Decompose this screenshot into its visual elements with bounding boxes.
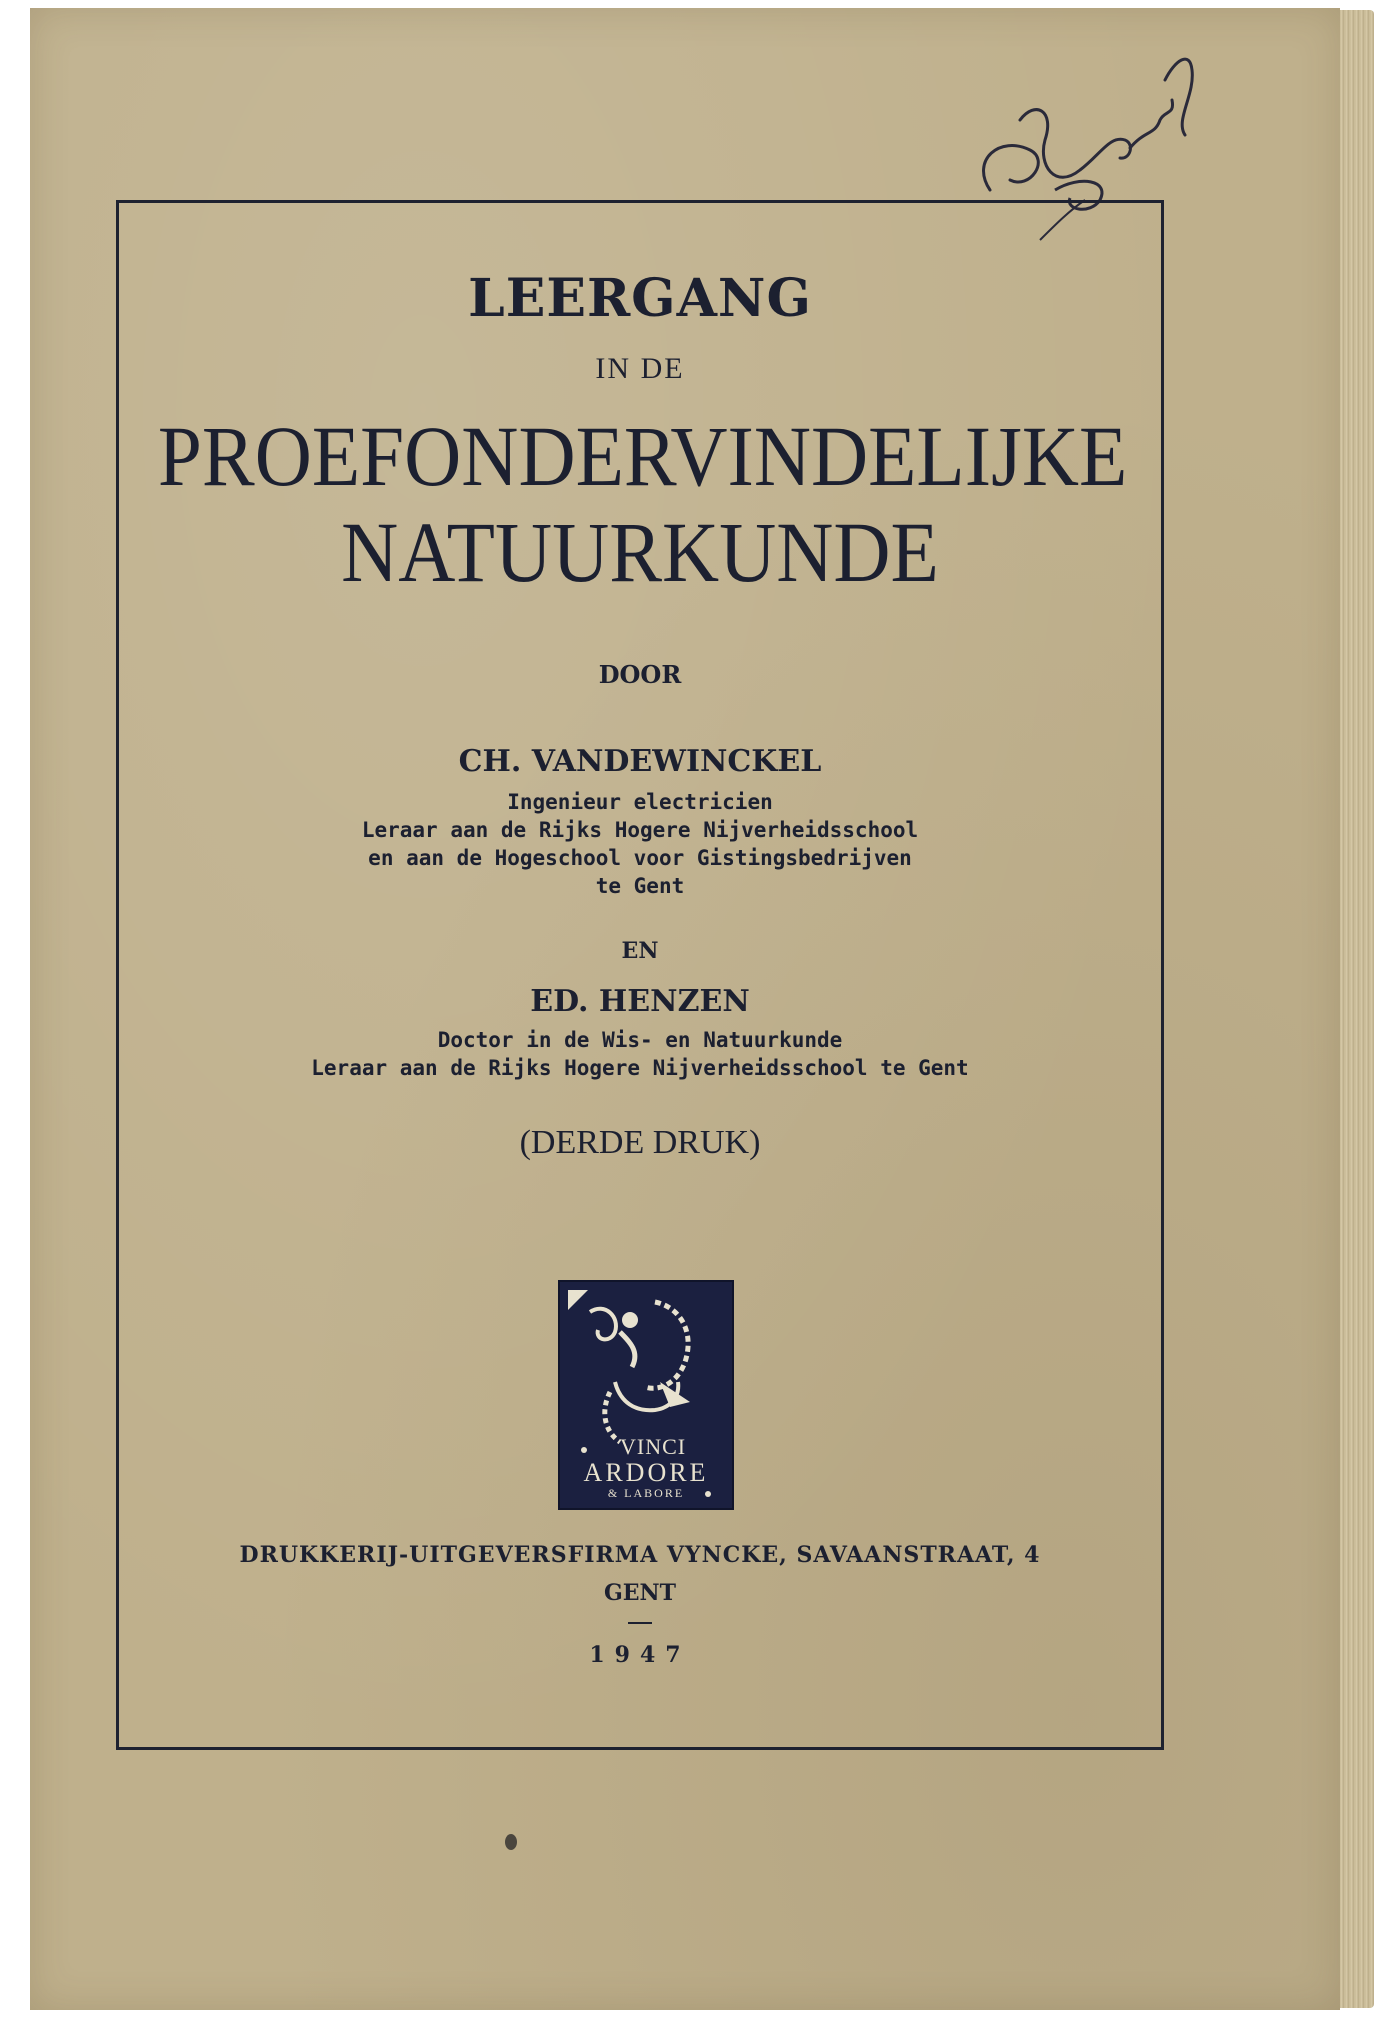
author2-line: Doctor in de Wis- en Natuurkunde <box>437 1028 843 1052</box>
main-title-line2: NATUURKUNDE <box>341 504 939 600</box>
separator-dash <box>628 1622 652 1624</box>
connector-text: IN DE <box>595 352 685 385</box>
author2-line: Leraar aan de Rijks Hogere Nijverheidsschool te Gent <box>311 1056 969 1080</box>
main-title-line1: PROEFONDERVINDELIJKE <box>157 408 1128 504</box>
author1-credentials <box>116 788 1164 900</box>
publisher-name: DRUKKERIJ-UITGEVERSFIRMA VYNCKE, SAVAANSTRAAT, 4 <box>239 1542 1041 1568</box>
emblem-motto-1: VINCI <box>620 1434 687 1459</box>
publisher-emblem <box>558 1280 734 1510</box>
and-label: EN <box>621 938 659 964</box>
author2-credentials <box>116 1026 1164 1082</box>
author2-name: ED. HENZEN <box>530 984 750 1019</box>
stain-spot <box>505 1834 517 1850</box>
author1-line: Ingenieur electricien <box>507 790 773 814</box>
edition-label: (DERDE DRUK) <box>519 1124 761 1161</box>
publisher-city: GENT <box>603 1580 677 1606</box>
publication-year: 1947 <box>589 1642 691 1668</box>
author1-line: en aan de Hogeschool voor Gistingsbedrijven <box>368 846 912 870</box>
author1-name: CH. VANDEWINCKEL <box>458 744 822 779</box>
by-label: DOOR <box>598 660 682 689</box>
series-title: LEERGANG <box>468 268 812 329</box>
emblem-motto-3: & LABORE <box>607 1486 685 1500</box>
main-title <box>157 408 1128 600</box>
author1-line: Leraar aan de Rijks Hogere Nijverheidsschool <box>361 818 919 842</box>
page-edges <box>1340 10 1374 2008</box>
emblem-motto-2: ARDORE <box>583 1458 709 1487</box>
author1-line: te Gent <box>595 874 685 898</box>
